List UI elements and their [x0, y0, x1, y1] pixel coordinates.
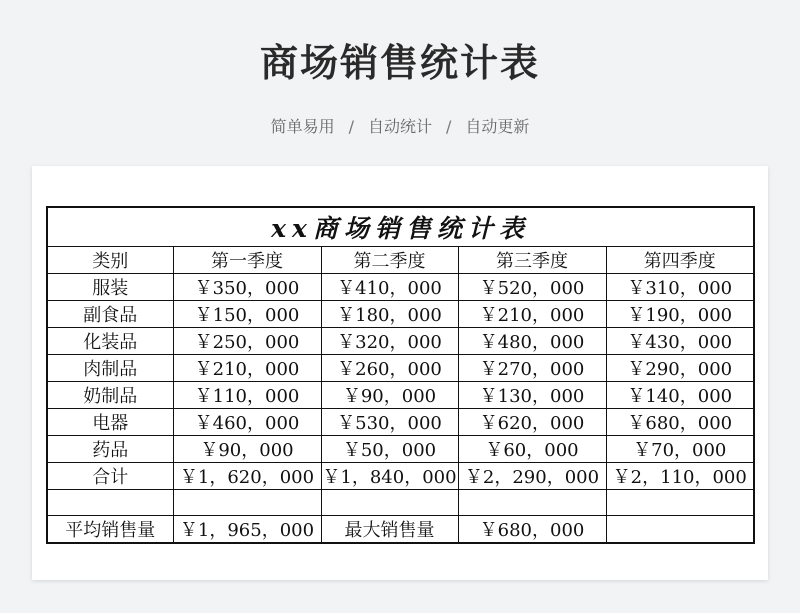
value-cell: ￥90，000: [321, 382, 458, 409]
column-header: 第一季度: [173, 247, 321, 274]
value-cell: ￥90，000: [173, 436, 321, 463]
category-cell: 服装: [47, 274, 173, 301]
value-cell: ￥260，000: [321, 355, 458, 382]
sales-table: [46, 206, 755, 544]
table-row: [47, 409, 754, 436]
value-cell: ￥210，000: [458, 301, 606, 328]
empty-cell: [606, 516, 754, 544]
value-cell: ￥520，000: [458, 274, 606, 301]
feature-tags: [0, 114, 800, 137]
column-header: 第四季度: [606, 247, 754, 274]
empty-cell: [47, 490, 173, 516]
max-label: 最大销售量: [321, 516, 458, 544]
max-value: ￥680，000: [458, 516, 606, 544]
table-row: [47, 328, 754, 355]
category-cell: 肉制品: [47, 355, 173, 382]
value-cell: ￥140，000: [606, 382, 754, 409]
total-cell: ￥2，110，000: [606, 463, 754, 490]
value-cell: ￥410，000: [321, 274, 458, 301]
value-cell: ￥430，000: [606, 328, 754, 355]
value-cell: ￥130，000: [458, 382, 606, 409]
empty-cell: [321, 490, 458, 516]
value-cell: ￥680，000: [606, 409, 754, 436]
empty-row: [47, 490, 754, 516]
table-row: [47, 301, 754, 328]
tag-easy: 简单易用: [270, 117, 335, 136]
column-header: 第二季度: [321, 247, 458, 274]
average-label: 平均销售量: [47, 516, 173, 544]
value-cell: ￥110，000: [173, 382, 321, 409]
sheet-title: xx商场销售统计表: [47, 207, 754, 247]
category-cell: 副食品: [47, 301, 173, 328]
value-cell: ￥350，000: [173, 274, 321, 301]
table-row: [47, 355, 754, 382]
empty-cell: [606, 490, 754, 516]
empty-cell: [173, 490, 321, 516]
tag-auto-stats: 自动统计: [367, 117, 432, 136]
value-cell: ￥250，000: [173, 328, 321, 355]
total-row: [47, 463, 754, 490]
table-row: [47, 274, 754, 301]
total-cell: ￥2，290，000: [458, 463, 606, 490]
sheet-preview: [32, 166, 768, 580]
value-cell: ￥290，000: [606, 355, 754, 382]
tag-separator: /: [446, 117, 452, 136]
value-cell: ￥620，000: [458, 409, 606, 436]
value-cell: ￥70，000: [606, 436, 754, 463]
category-cell: 化装品: [47, 328, 173, 355]
column-header: 类别: [47, 247, 173, 274]
summary-row: [47, 516, 754, 544]
page-title: 商场销售统计表: [259, 41, 540, 85]
total-cell: ￥1，620，000: [173, 463, 321, 490]
average-value: ￥1，965，000: [173, 516, 321, 544]
empty-cell: [458, 490, 606, 516]
category-cell: 电器: [47, 409, 173, 436]
value-cell: ￥60，000: [458, 436, 606, 463]
value-cell: ￥190，000: [606, 301, 754, 328]
value-cell: ￥310，000: [606, 274, 754, 301]
table-row: [47, 382, 754, 409]
table-row: [47, 436, 754, 463]
category-cell: 药品: [47, 436, 173, 463]
tag-auto-update: 自动更新: [465, 117, 530, 136]
value-cell: ￥150，000: [173, 301, 321, 328]
header-row: [47, 247, 754, 274]
value-cell: ￥530，000: [321, 409, 458, 436]
value-cell: ￥480，000: [458, 328, 606, 355]
category-cell: 奶制品: [47, 382, 173, 409]
value-cell: ￥270，000: [458, 355, 606, 382]
value-cell: ￥320，000: [321, 328, 458, 355]
value-cell: ￥180，000: [321, 301, 458, 328]
value-cell: ￥460，000: [173, 409, 321, 436]
category-cell: 合计: [47, 463, 173, 490]
value-cell: ￥50，000: [321, 436, 458, 463]
column-header: 第三季度: [458, 247, 606, 274]
value-cell: ￥210，000: [173, 355, 321, 382]
total-cell: ￥1，840，000: [321, 463, 458, 490]
tag-separator: /: [348, 117, 354, 136]
sheet-title-row: [47, 207, 754, 247]
